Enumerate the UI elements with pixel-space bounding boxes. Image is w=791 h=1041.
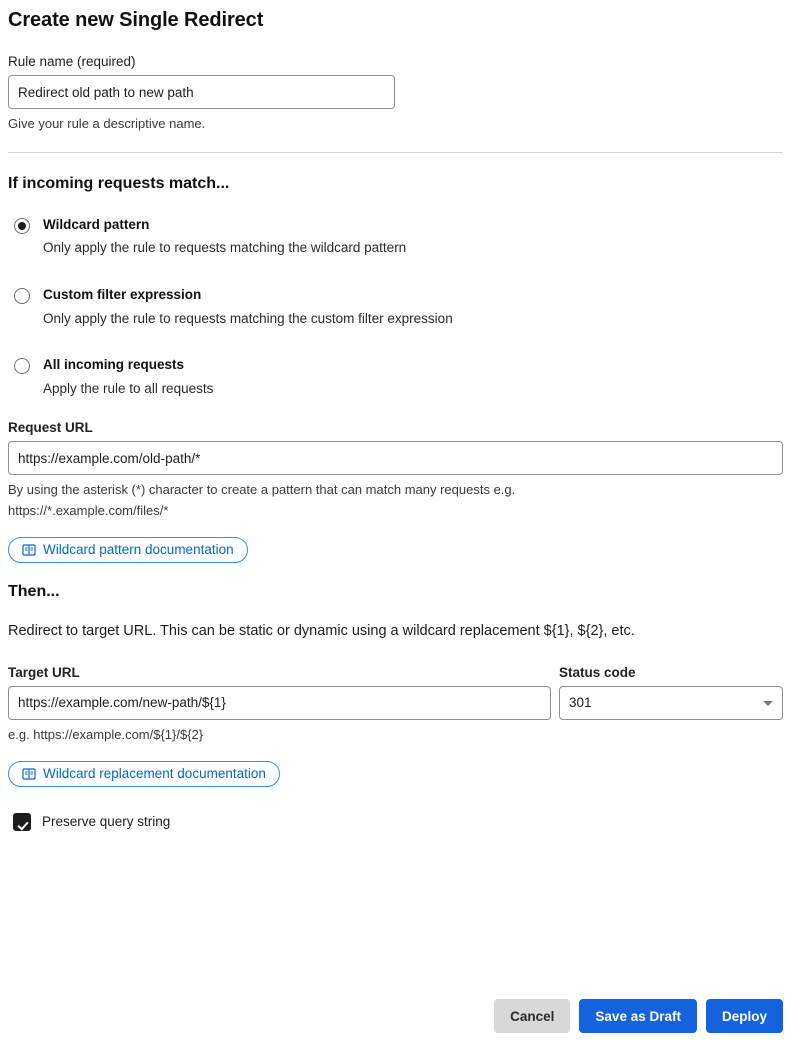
radio-circle-icon [14, 218, 30, 234]
status-code-select[interactable] [559, 686, 783, 720]
divider [8, 152, 783, 153]
radio-option-title: Custom filter expression [43, 286, 202, 302]
status-code-label: Status code [559, 664, 636, 680]
rule-name-input[interactable] [8, 75, 395, 109]
preserve-query-string-row[interactable] [8, 813, 783, 831]
preserve-query-string-label: Preserve query string [42, 814, 171, 829]
then-section-heading: Then... [8, 582, 60, 600]
checkbox-checked-icon[interactable] [13, 813, 31, 831]
radio-circle-icon [14, 288, 30, 304]
radio-circle-icon [14, 358, 30, 374]
match-options-group [8, 215, 783, 398]
target-url-helper: e.g. https://example.com/${1}/${2} [8, 726, 204, 742]
request-url-helper-line1: By using the asterisk (*) character to create a pattern that can match many requests e.g. [8, 482, 516, 498]
then-section-description: Redirect to target URL. This can be static or dynamic using a wildcard replacement ${1}, ${2}, etc. [8, 622, 635, 639]
request-url-helper-line2: https://*.example.com/files/* [8, 503, 169, 519]
doc-pill-label: Wildcard replacement documentation [43, 766, 266, 781]
status-code-field [559, 643, 783, 745]
target-url-field [8, 643, 559, 745]
radio-option-title: Wildcard pattern [43, 216, 150, 232]
request-url-label: Request URL [8, 420, 93, 436]
target-url-input[interactable] [8, 686, 551, 720]
radio-option-wildcard-pattern[interactable] [8, 215, 783, 258]
cancel-button[interactable]: Cancel [494, 999, 570, 1033]
radio-option-description: Only apply the rule to requests matching the custom filter expression [43, 310, 453, 326]
radio-option-title: All incoming requests [43, 357, 185, 373]
save-as-draft-button[interactable]: Save as Draft [579, 999, 697, 1033]
target-url-label: Target URL [8, 664, 80, 680]
radio-option-all-incoming-requests[interactable] [8, 355, 783, 398]
match-section-heading: If incoming requests match... [8, 174, 230, 192]
request-url-input[interactable] [8, 441, 783, 475]
radio-option-description: Apply the rule to all requests [43, 380, 214, 396]
book-icon [22, 543, 36, 557]
target-and-status-row [8, 643, 783, 745]
doc-pill-label: Wildcard pattern documentation [43, 542, 234, 558]
book-icon [22, 767, 36, 781]
single-redirect-form [0, 9, 791, 1041]
status-code-select-wrap [559, 686, 783, 720]
wildcard-pattern-documentation-link[interactable] [8, 537, 248, 563]
rule-name-label: Rule name (required) [8, 54, 136, 69]
page-title: Create new Single Redirect [8, 9, 264, 31]
rule-name-helper: Give your rule a descriptive name. [8, 116, 206, 131]
radio-option-custom-filter-expression[interactable] [8, 285, 783, 328]
deploy-button[interactable]: Deploy [706, 999, 783, 1033]
radio-option-description: Only apply the rule to requests matching the wildcard pattern [43, 240, 407, 256]
wildcard-replacement-documentation-link[interactable] [8, 761, 280, 787]
form-actions [494, 999, 783, 1033]
